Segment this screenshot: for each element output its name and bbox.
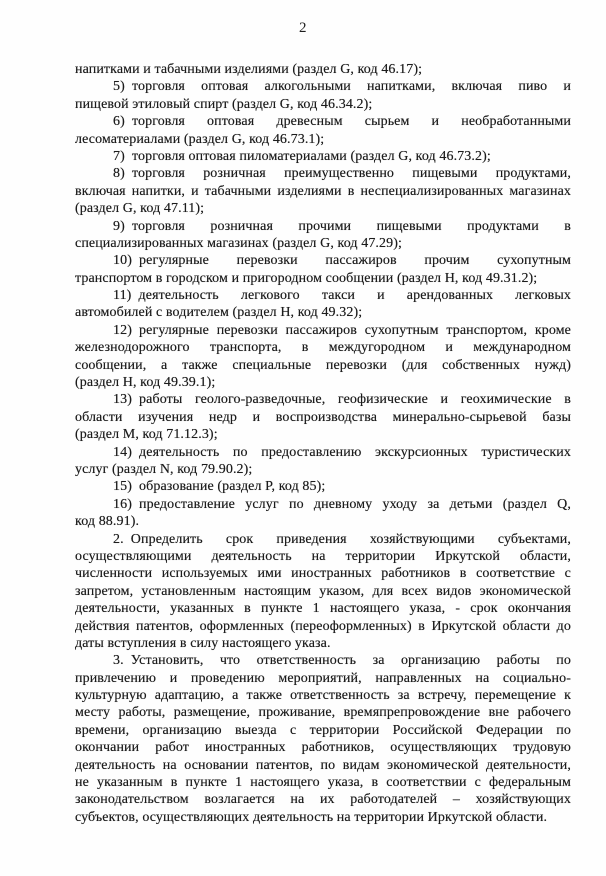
- text-line: 12) регулярные перевозки пассажиров сухопутным транспортом, кроме: [113, 322, 571, 338]
- text-line: код 88.91).: [75, 514, 140, 530]
- text-line: 10) регулярные перевозки пассажиров прочим сухопутным: [113, 253, 571, 269]
- text-line: сообщении, а также специальные перевозки (для собственных нужд): [75, 357, 571, 373]
- text-line: пищевой этиловый спирт (раздел G, код 46.34.2);: [75, 96, 373, 112]
- text-line: 2. Определить срок приведения хозяйствующими субъектами,: [113, 531, 571, 547]
- text-line: субъектов, осуществляющих деятельность на территории Иркутской области.: [75, 809, 548, 825]
- text-line: услуг (раздел N, код 79.90.2);: [75, 461, 253, 477]
- text-line: специализированных магазинах (раздел G, код 47.29);: [75, 235, 402, 251]
- text-line: 16) предоставление услуг по дневному уходу за детьми (раздел Q,: [113, 496, 571, 512]
- text-line: 6) торговля оптовая древесным сырьем и необработанными: [113, 114, 571, 130]
- text-line: численности используемых ими иностранных работников в соответствие с: [75, 566, 571, 582]
- text-line: времени, организацию выезда с территории Российской Федерации по: [75, 722, 571, 738]
- text-line: культурную адаптацию, а также ответственность за встречу, перемещение к: [75, 688, 571, 704]
- text-line: действия патентов, оформленных (переоформленных) в Иркутской области до: [75, 618, 571, 634]
- text-line: (раздел M, код 71.12.3);: [75, 427, 218, 443]
- text-line: железнодорожного транспорта, в междугородном и международном: [75, 340, 571, 356]
- text-line: включая напитки, и табачными изделиями в неспециализированных магазинах: [75, 183, 571, 199]
- text-line: 14) деятельность по предоставлению экскурсионных туристических: [113, 444, 571, 460]
- text-line: привлечению и проведению мероприятий, направленных на социально-: [75, 670, 571, 686]
- text-line: 9) торговля розничная прочими пищевыми продуктами в: [113, 218, 571, 234]
- text-line: 11) деятельность легкового такси и арендованных легковых: [113, 288, 571, 304]
- text-line: 8) торговля розничная преимущественно пищевыми продуктами,: [113, 166, 571, 182]
- text-line: деятельность на основании патентов, по видам экономической деятельности,: [75, 757, 571, 773]
- text-line: не указанным в пункте 1 настоящего указа, в соответствии с федеральным: [75, 775, 571, 791]
- text-line: месту работы, размещение, проживание, времяпрепровождение вне рабочего: [75, 705, 571, 721]
- page-number: 2: [299, 20, 307, 36]
- text-line: напитками и табачными изделиями (раздел G, код 46.17);: [75, 62, 423, 77]
- text-line: окончании работ иностранных работников, осуществляющих трудовую: [75, 740, 571, 756]
- text-line: (раздел H, код 49.39.1);: [75, 375, 216, 391]
- text-line: даты вступления в силу настоящего указа.: [75, 635, 331, 651]
- text-line: (раздел G, код 47.11);: [75, 201, 205, 217]
- text-line: 7) торговля оптовая пиломатериалами (раздел G, код 46.73.2);: [113, 148, 491, 164]
- text-line: транспортом в городском и пригородном сообщении (раздел H, код 49.31.2);: [75, 270, 538, 286]
- text-line: законодательством возлагается на их работодателей – хозяйствующих: [75, 792, 571, 808]
- text-line: запретом, установленным настоящим указом, для всех видов экономической: [75, 583, 571, 599]
- text-line: 15) образование (раздел P, код 85);: [113, 479, 326, 495]
- text-line: осуществляющими деятельность на территории Иркутской области,: [75, 548, 571, 564]
- text-line: 5) торговля оптовая алкогольными напитками, включая пиво и: [113, 79, 571, 95]
- text-line: области изучения недр и воспроизводства минерально-сырьевой базы: [75, 409, 571, 425]
- document-body-text: [75, 61, 571, 826]
- text-line: 3. Установить, что ответственность за организацию работы по: [113, 653, 571, 669]
- text-line: деятельности, указанных в пункте 1 настоящего указа, - срок окончания: [75, 601, 571, 617]
- text-line: автомобилей с водителем (раздел H, код 49.32);: [75, 305, 363, 321]
- text-line: лесоматериалами (раздел G, код 46.73.1);: [75, 131, 325, 147]
- text-line: 13) работы геолого-разведочные, геофизические и геохимические в: [113, 392, 571, 408]
